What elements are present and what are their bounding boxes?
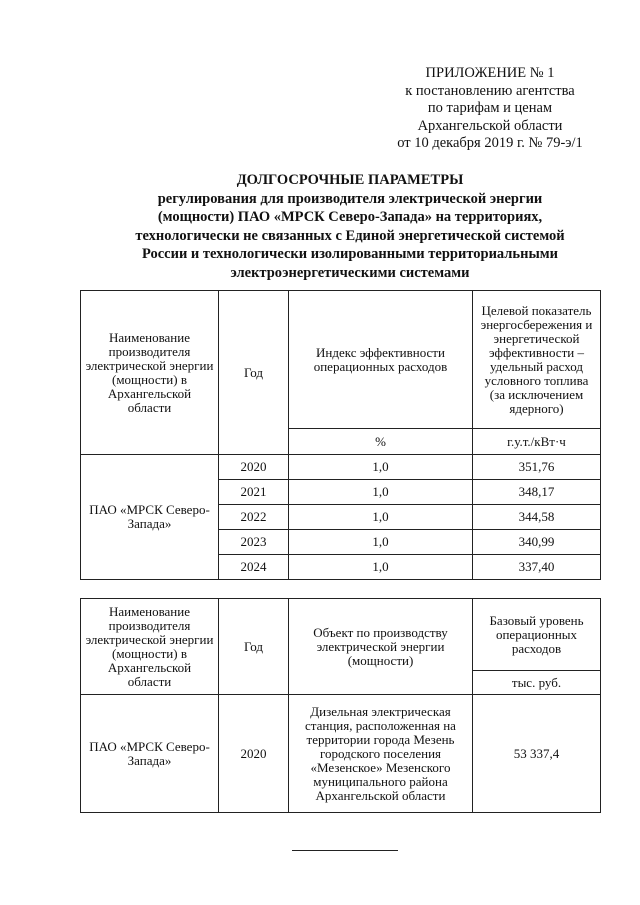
title-line-3: (мощности) ПАО «МРСК Северо-Запада» на территориях,: [157, 209, 543, 225]
header-year: Год: [219, 599, 289, 695]
efficiency-parameters-table: [80, 290, 601, 580]
header-year: Год: [219, 291, 289, 455]
header-base-level: Базовый уровень операционных расходов: [473, 599, 601, 671]
table-row: [81, 695, 601, 813]
unit-thousand-rub: тыс. руб.: [473, 671, 601, 695]
base-level-cell: 53 337,4: [473, 695, 601, 813]
header-line-3: по тарифам и ценам: [427, 100, 553, 116]
year-cell: 2022: [219, 505, 289, 530]
header-line-2: к постановлению агентства: [405, 82, 575, 99]
index-cell: 1,0: [289, 505, 473, 530]
target-cell: 340,99: [473, 530, 601, 555]
footnote-divider: [292, 850, 398, 851]
header-producer-name: Наименование производителя электрической энергии (мощности) в Архангельской области: [81, 599, 219, 695]
table-header-row: [81, 599, 601, 671]
appendix-label: ПРИЛОЖЕНИЕ № 1: [425, 65, 555, 81]
title-line-4: технологически не связанных с Единой энергетической системой: [135, 227, 565, 244]
year-cell: 2020: [219, 695, 289, 813]
unit-fuel-rate: г.у.т./кВт·ч: [473, 429, 601, 455]
title-line-6: электроэнергетическими системами: [230, 264, 470, 281]
producer-name-cell: ПАО «МРСК Северо-Запада»: [81, 455, 219, 580]
unit-percent: %: [289, 429, 473, 455]
header-target-indicator: Целевой показатель энергосбережения и энергетической эффективности – удельный расход условного топлива (за исключением ядерного): [473, 291, 601, 429]
year-cell: 2021: [219, 480, 289, 505]
title-line-1: ДОЛГОСРОЧНЫЕ ПАРАМЕТРЫ: [236, 172, 464, 188]
year-cell: 2023: [219, 530, 289, 555]
target-cell: 351,76: [473, 455, 601, 480]
producer-name-cell: ПАО «МРСК Северо-Запада»: [81, 695, 219, 813]
header-date-number: от 10 декабря 2019 г. № 79-э/1: [397, 135, 583, 151]
index-cell: 1,0: [289, 480, 473, 505]
header-producer-name: Наименование производителя электрической энергии (мощности) в Архангельской области: [81, 291, 219, 455]
index-cell: 1,0: [289, 455, 473, 480]
header-line-4: Архангельской области: [417, 117, 563, 134]
title-line-2: регулирования для производителя электрической энергии: [157, 190, 543, 207]
table-header-row: [81, 291, 601, 429]
target-cell: 348,17: [473, 480, 601, 505]
header-efficiency-index: Индекс эффективности операционных расходов: [289, 291, 473, 429]
document-header: [340, 65, 640, 153]
year-cell: 2020: [219, 455, 289, 480]
generation-object-cell: Дизельная электрическая станция, расположенная на территории города Мезень городского поселения «Мезенское» Мезенского муниципального района Архангельской области: [289, 695, 473, 813]
title-line-5: России и технологически изолированными территориальными: [141, 246, 559, 262]
document-title: [80, 171, 620, 282]
index-cell: 1,0: [289, 530, 473, 555]
target-cell: 344,58: [473, 505, 601, 530]
base-operating-costs-table: [80, 598, 601, 813]
index-cell: 1,0: [289, 555, 473, 580]
target-cell: 337,40: [473, 555, 601, 580]
header-generation-object: Объект по производству электрической энергии (мощности): [289, 599, 473, 695]
table-row: [81, 455, 601, 480]
year-cell: 2024: [219, 555, 289, 580]
